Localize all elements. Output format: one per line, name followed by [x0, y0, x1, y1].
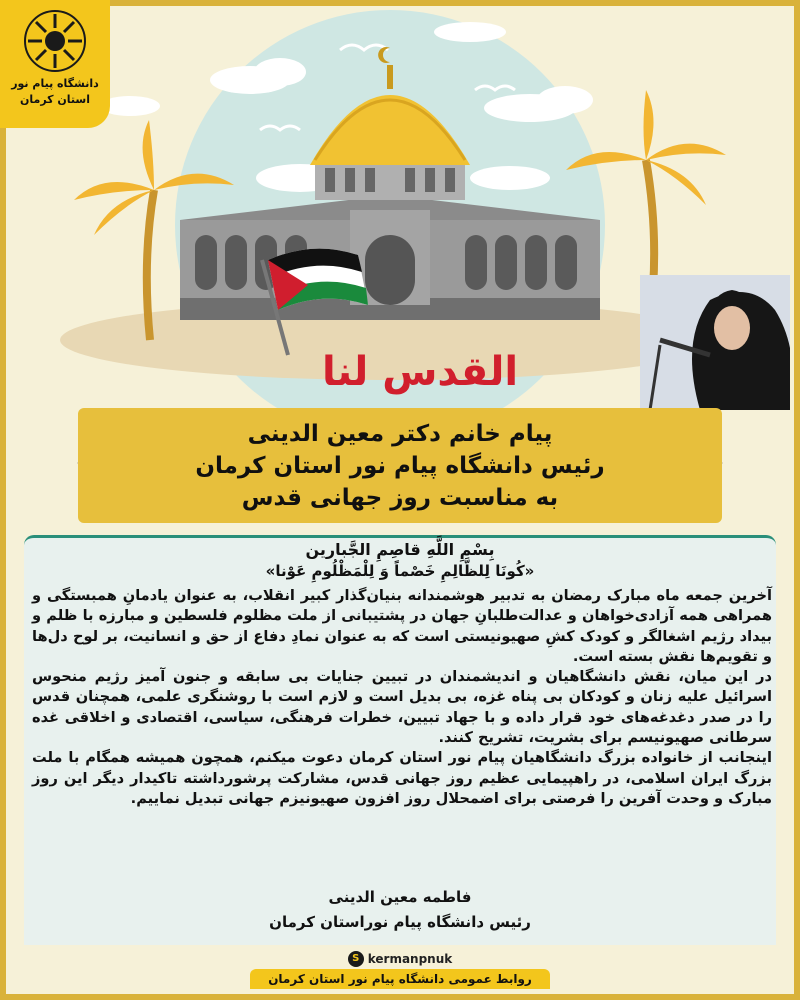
brand-handle: [348, 951, 453, 967]
title-line-3: به مناسبت روز جهانی قدس: [241, 485, 559, 511]
title-banner: [78, 408, 722, 523]
dome-of-rock-illustration: [10, 10, 790, 410]
brand-logo-icon: S: [348, 951, 364, 967]
bismillah: بِسْمِ اللَّهِ قاصِمِ الجَّبارین: [305, 540, 495, 559]
message-text: [32, 586, 772, 809]
logo-line-2: استان کرمان: [20, 93, 90, 106]
paragraph-1: آخرین جمعه ماه مبارک رمضان به تدبیر هوشمندانه بنیان‌گذار کبیر انقلاب، به عنوان یادمانِ همبستگی و همراهی همه آزادی‌خواهان و عدالت‌طلبانِ جهان در پشتیبانی از ملت مظلوم فلسطین و مبارزه با ظلم و بیداد رژیم اشغالگر و کودک کشِ صهیونیستی است که به عنوان نمادِ دفاع از حق و انسانیت، بر لوح دل‌ها و تقویم‌ها نقش بسته است.: [32, 587, 772, 665]
signature-title: رئیس دانشگاه پیام نوراستان کرمان: [269, 913, 531, 931]
title-line-1: پیام خانم دکتر معین الدینی: [247, 421, 553, 447]
hero-illustration: [10, 10, 790, 410]
footer: [250, 946, 550, 994]
footer-org: روابط عمومی دانشگاه پیام نور استان کرمان: [250, 969, 550, 989]
slogan-text: القدس لنا: [321, 349, 519, 395]
title-line-2: رئیس دانشگاه پیام نور استان کرمان: [195, 453, 605, 479]
paragraph-2: در این میان، نقش دانشگاهیان و اندیشمندان در تبیین جنایات بی سابقه و جنون آمیز رژیم منحوس اسرائیل علیه زنان و کودکان بی پناه غزه، بی بدیل است و لازم است با روشنگری علمی، همچنان قدس را در صدر دغدغه‌های خود قرار داده و با جهاد تبیین، خطرات فرهنگی، سیاسی، اقتصادی و اخلاقی غده سرطانی صهیونیسم برای بشریت، تشریح کنند.: [32, 668, 772, 747]
paragraph-3: اینجانب از خانواده بزرگ دانشگاهیان پیام نور استان کرمان دعوت میکنم، همچون همیشه همگام با ملت بزرگ ایران اسلامی، در راهپیمایی عظیم روز جهانی قدس، مشارکت پرشورداشته تاکیدار دیگر این روز مبارک و وحدت آفرین را فرصتی برای اضمحلال روز افزون صهیونیزم جهانی تبدیل نماییم.: [32, 749, 772, 807]
university-logo: [0, 0, 110, 128]
logo-line-1: دانشگاه پیام نور: [11, 77, 99, 90]
brand-name: kermanpnuk: [367, 952, 453, 966]
signature-name: فاطمه معین الدینی: [328, 888, 472, 906]
portrait-photo: [640, 275, 790, 410]
quote-verse: «کُونَا لِلظَّالِمِ خَصْماً وَ لِلْمَظْلُومِ عَوْنا»: [265, 562, 535, 580]
sun-emblem-icon: [20, 6, 90, 76]
